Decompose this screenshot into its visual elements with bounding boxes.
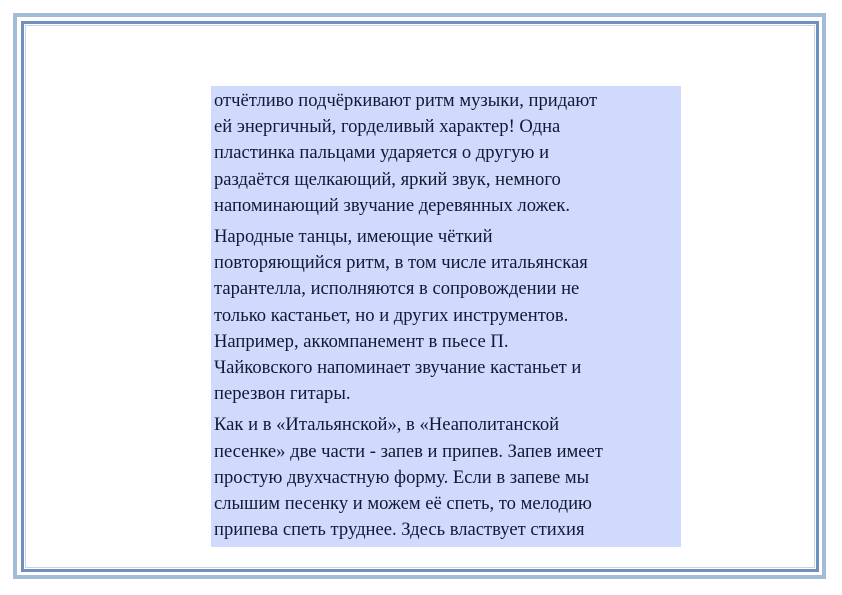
paragraph-3: Как и в «Итальянской», в «Неаполитанской песенке» две части - запев и припев. Запев имеет простую двухчастную форму. Если в запеве мы слышим песенку и можем её спеть, то мелодию припева спеть труднее. Здесь властвует стихия xyxy=(214,414,603,541)
paragraph-1: отчётливо подчёркивают ритм музыки, придают ей энергичный, горделивый характер! Одна пластинка пальцами ударяется о другую и раздаётся щелкающий, яркий звук, немного напоминающий звучание деревянных ложек. xyxy=(214,90,598,216)
text-box xyxy=(211,86,681,547)
paragraph-2: Народные танцы, имеющие чёткий повторяющийся ритм, в том числе итальянская тарантелла, исполняются в сопровождении не только кастаньет, но и других инструментов. Например, аккомпанемент в пьесе П. Чайковского напоминает звучание кастаньет и перезвон гитары. xyxy=(214,226,588,405)
